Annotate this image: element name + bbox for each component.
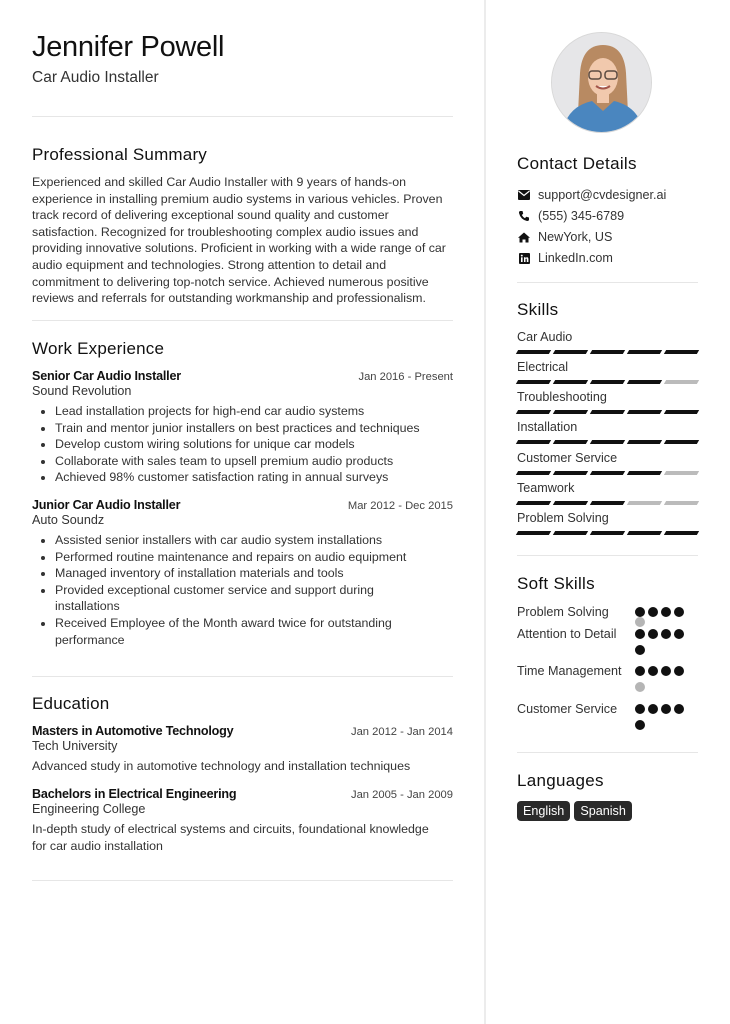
skill-rating-bar (517, 440, 698, 444)
soft-skill-rating-dots (635, 663, 695, 692)
contact-heading: Contact Details (517, 154, 637, 173)
soft-skill-item (517, 626, 698, 655)
column-divider (484, 0, 486, 1024)
rating-segment-filled (590, 410, 625, 414)
soft-skills-heading: Soft Skills (517, 574, 595, 593)
soft-skills-divider (517, 752, 698, 753)
skill-label: Installation (517, 420, 578, 434)
soft-skill-rating-dots (635, 604, 695, 627)
candidate-name: Jennifer Powell (32, 31, 225, 63)
contact-location (517, 230, 612, 244)
job-bullet: Achieved 98% customer satisfaction rating in annual surveys (32, 469, 453, 486)
job-bullet: Received Employee of the Month award twice for outstanding performance (32, 615, 453, 648)
job-bullet: Collaborate with sales team to upsell premium audio products (32, 453, 453, 470)
education-description: Advanced study in automotive technology and installation techniques (32, 759, 411, 773)
experience-divider (32, 676, 453, 677)
job-bullet: Train and mentor junior installers on best practices and techniques (32, 420, 453, 437)
job-dates: Jan 2016 - Present (358, 371, 453, 383)
phone-icon (517, 209, 531, 223)
skill-rating-bar (517, 471, 698, 475)
education-dates: Jan 2005 - Jan 2009 (350, 789, 453, 801)
skill-item (517, 420, 698, 444)
skill-label: Car Audio (517, 330, 573, 344)
rating-dot-filled (635, 629, 645, 639)
rating-segment-filled (553, 531, 588, 535)
rating-segment-filled (664, 350, 699, 354)
job-entry (32, 369, 453, 486)
rating-segment-filled (627, 531, 662, 535)
soft-skill-rating-dots (635, 701, 695, 730)
rating-dot-filled (635, 645, 645, 655)
rating-dot-filled (648, 666, 658, 676)
linkedin-icon (517, 251, 531, 265)
rating-segment-filled (627, 440, 662, 444)
rating-segment-filled (516, 380, 551, 384)
rating-dot-filled (661, 607, 671, 617)
languages-heading: Languages (517, 771, 604, 790)
profile-photo (551, 32, 652, 133)
rating-segment-filled (590, 380, 625, 384)
skill-item (517, 481, 698, 505)
skill-label: Electrical (517, 360, 569, 374)
skill-item (517, 511, 698, 535)
job-entry (32, 498, 453, 648)
job-bullet: Managed inventory of installation materials and tools (32, 565, 453, 582)
education-entry (32, 787, 453, 854)
rating-segment-filled (664, 410, 699, 414)
education-heading: Education (32, 694, 110, 713)
rating-segment-filled (553, 471, 588, 475)
rating-segment-empty (664, 501, 699, 505)
experience-heading: Work Experience (32, 339, 165, 358)
soft-skill-label: Problem Solving (517, 605, 609, 619)
contact-phone[interactable] (517, 209, 624, 223)
rating-segment-filled (553, 440, 588, 444)
rating-segment-filled (516, 531, 551, 535)
job-bullet: Provided exceptional customer service and support during installations (32, 582, 453, 615)
job-dates: Mar 2012 - Dec 2015 (347, 500, 453, 512)
education-entry (32, 724, 453, 775)
degree: Masters in Automotive Technology (32, 724, 234, 738)
rating-dot-filled (661, 704, 671, 714)
rating-segment-filled (627, 410, 662, 414)
rating-dot-filled (661, 666, 671, 676)
job-company: Auto Soundz (32, 513, 105, 527)
rating-segment-filled (590, 531, 625, 535)
job-company: Sound Revolution (32, 384, 132, 398)
rating-segment-filled (627, 380, 662, 384)
header-divider (32, 116, 453, 117)
skill-item (517, 451, 698, 475)
rating-segment-filled (553, 410, 588, 414)
contact-linkedin-text: LinkedIn.com (538, 251, 613, 265)
job-bullets (32, 532, 453, 648)
rating-segment-filled (516, 501, 551, 505)
soft-skill-item (517, 701, 698, 730)
portrait-icon (552, 33, 652, 133)
rating-dot-filled (674, 629, 684, 639)
soft-skill-item (517, 663, 698, 692)
contact-location-text: NewYork, US (538, 230, 613, 244)
language-tag: English (517, 801, 570, 821)
rating-dot-filled (674, 666, 684, 676)
language-tag: Spanish (574, 801, 632, 821)
contact-phone-text: (555) 345-6789 (538, 209, 625, 223)
job-title: Senior Car Audio Installer (32, 369, 181, 383)
rating-segment-filled (553, 380, 588, 384)
rating-dot-filled (635, 704, 645, 714)
rating-dot-filled (635, 720, 645, 730)
rating-segment-filled (664, 440, 699, 444)
rating-dot-empty (635, 682, 645, 692)
rating-segment-filled (553, 350, 588, 354)
job-bullet: Lead installation projects for high-end car audio systems (32, 403, 453, 420)
job-title: Junior Car Audio Installer (32, 498, 181, 512)
skill-item (517, 330, 698, 354)
rating-segment-filled (590, 501, 625, 505)
soft-skill-label: Customer Service (517, 702, 618, 716)
job-bullet: Performed routine maintenance and repairs on audio equipment (32, 549, 453, 566)
summary-heading: Professional Summary (32, 145, 208, 164)
skill-label: Problem Solving (517, 511, 609, 525)
rating-dot-filled (648, 629, 658, 639)
skill-rating-bar (517, 531, 698, 535)
home-icon (517, 230, 531, 244)
contact-email-text: support@cvdesigner.ai (538, 188, 667, 202)
envelope-icon (517, 188, 531, 202)
job-bullet: Develop custom wiring solutions for unique car models (32, 436, 453, 453)
rating-dot-filled (635, 666, 645, 676)
rating-segment-filled (627, 471, 662, 475)
rating-segment-filled (664, 531, 699, 535)
rating-dot-filled (635, 607, 645, 617)
rating-segment-filled (627, 350, 662, 354)
education-dates: Jan 2012 - Jan 2014 (350, 726, 453, 738)
skill-label: Teamwork (517, 481, 575, 495)
skill-rating-bar (517, 350, 698, 354)
contact-divider (517, 282, 698, 283)
soft-skill-label: Attention to Detail (517, 627, 617, 641)
job-bullet: Assisted senior installers with car audio system installations (32, 532, 453, 549)
rating-dot-filled (661, 629, 671, 639)
degree: Bachelors in Electrical Engineering (32, 787, 237, 801)
skills-divider (517, 555, 698, 556)
summary-divider (32, 320, 453, 321)
rating-segment-filled (553, 501, 588, 505)
rating-dot-filled (648, 607, 658, 617)
skill-label: Customer Service (517, 451, 618, 465)
rating-segment-filled (516, 350, 551, 354)
contact-linkedin[interactable] (517, 251, 613, 265)
skill-rating-bar (517, 501, 698, 505)
contact-email[interactable] (517, 188, 666, 202)
job-bullets (32, 403, 453, 486)
soft-skill-label: Time Management (517, 664, 622, 678)
rating-segment-empty (627, 501, 662, 505)
rating-segment-filled (516, 410, 551, 414)
skills-heading: Skills (517, 300, 559, 319)
rating-segment-filled (590, 440, 625, 444)
rating-dot-filled (674, 607, 684, 617)
soft-skill-rating-dots (635, 626, 695, 655)
rating-segment-filled (590, 350, 625, 354)
skill-label: Troubleshooting (517, 390, 607, 404)
soft-skill-item (517, 604, 698, 627)
rating-segment-filled (590, 471, 625, 475)
language-tags (517, 801, 632, 821)
school: Engineering College (32, 802, 146, 816)
summary-text: Experienced and skilled Car Audio Installer with 9 years of hands-on experience in installing premium audio systems in various vehicles. Proven track record of delivering exceptional sound quality and customer satisfaction. Recognized for troubleshooting complex audio issues and providing innovative solutions. Proficient in working with a wide range of car audio equipment and technologies. Strong attention to detail and commitment to delivering top-notch service. Achieved numerous positive reviews and referrals for outstanding workmanship and professionalism. (32, 175, 446, 306)
skill-rating-bar (517, 380, 698, 384)
skill-item (517, 360, 698, 384)
school: Tech University (32, 739, 118, 753)
skill-rating-bar (517, 410, 698, 414)
rating-dot-filled (648, 704, 658, 714)
skill-item (517, 390, 698, 414)
rating-dot-filled (674, 704, 684, 714)
education-description: In-depth study of electrical systems and circuits, foundational knowledge for car audio installation (32, 822, 429, 853)
education-divider (32, 880, 453, 881)
rating-segment-filled (516, 440, 551, 444)
rating-segment-filled (516, 471, 551, 475)
candidate-title: Car Audio Installer (32, 69, 159, 86)
rating-segment-empty (664, 471, 699, 475)
rating-segment-empty (664, 380, 699, 384)
